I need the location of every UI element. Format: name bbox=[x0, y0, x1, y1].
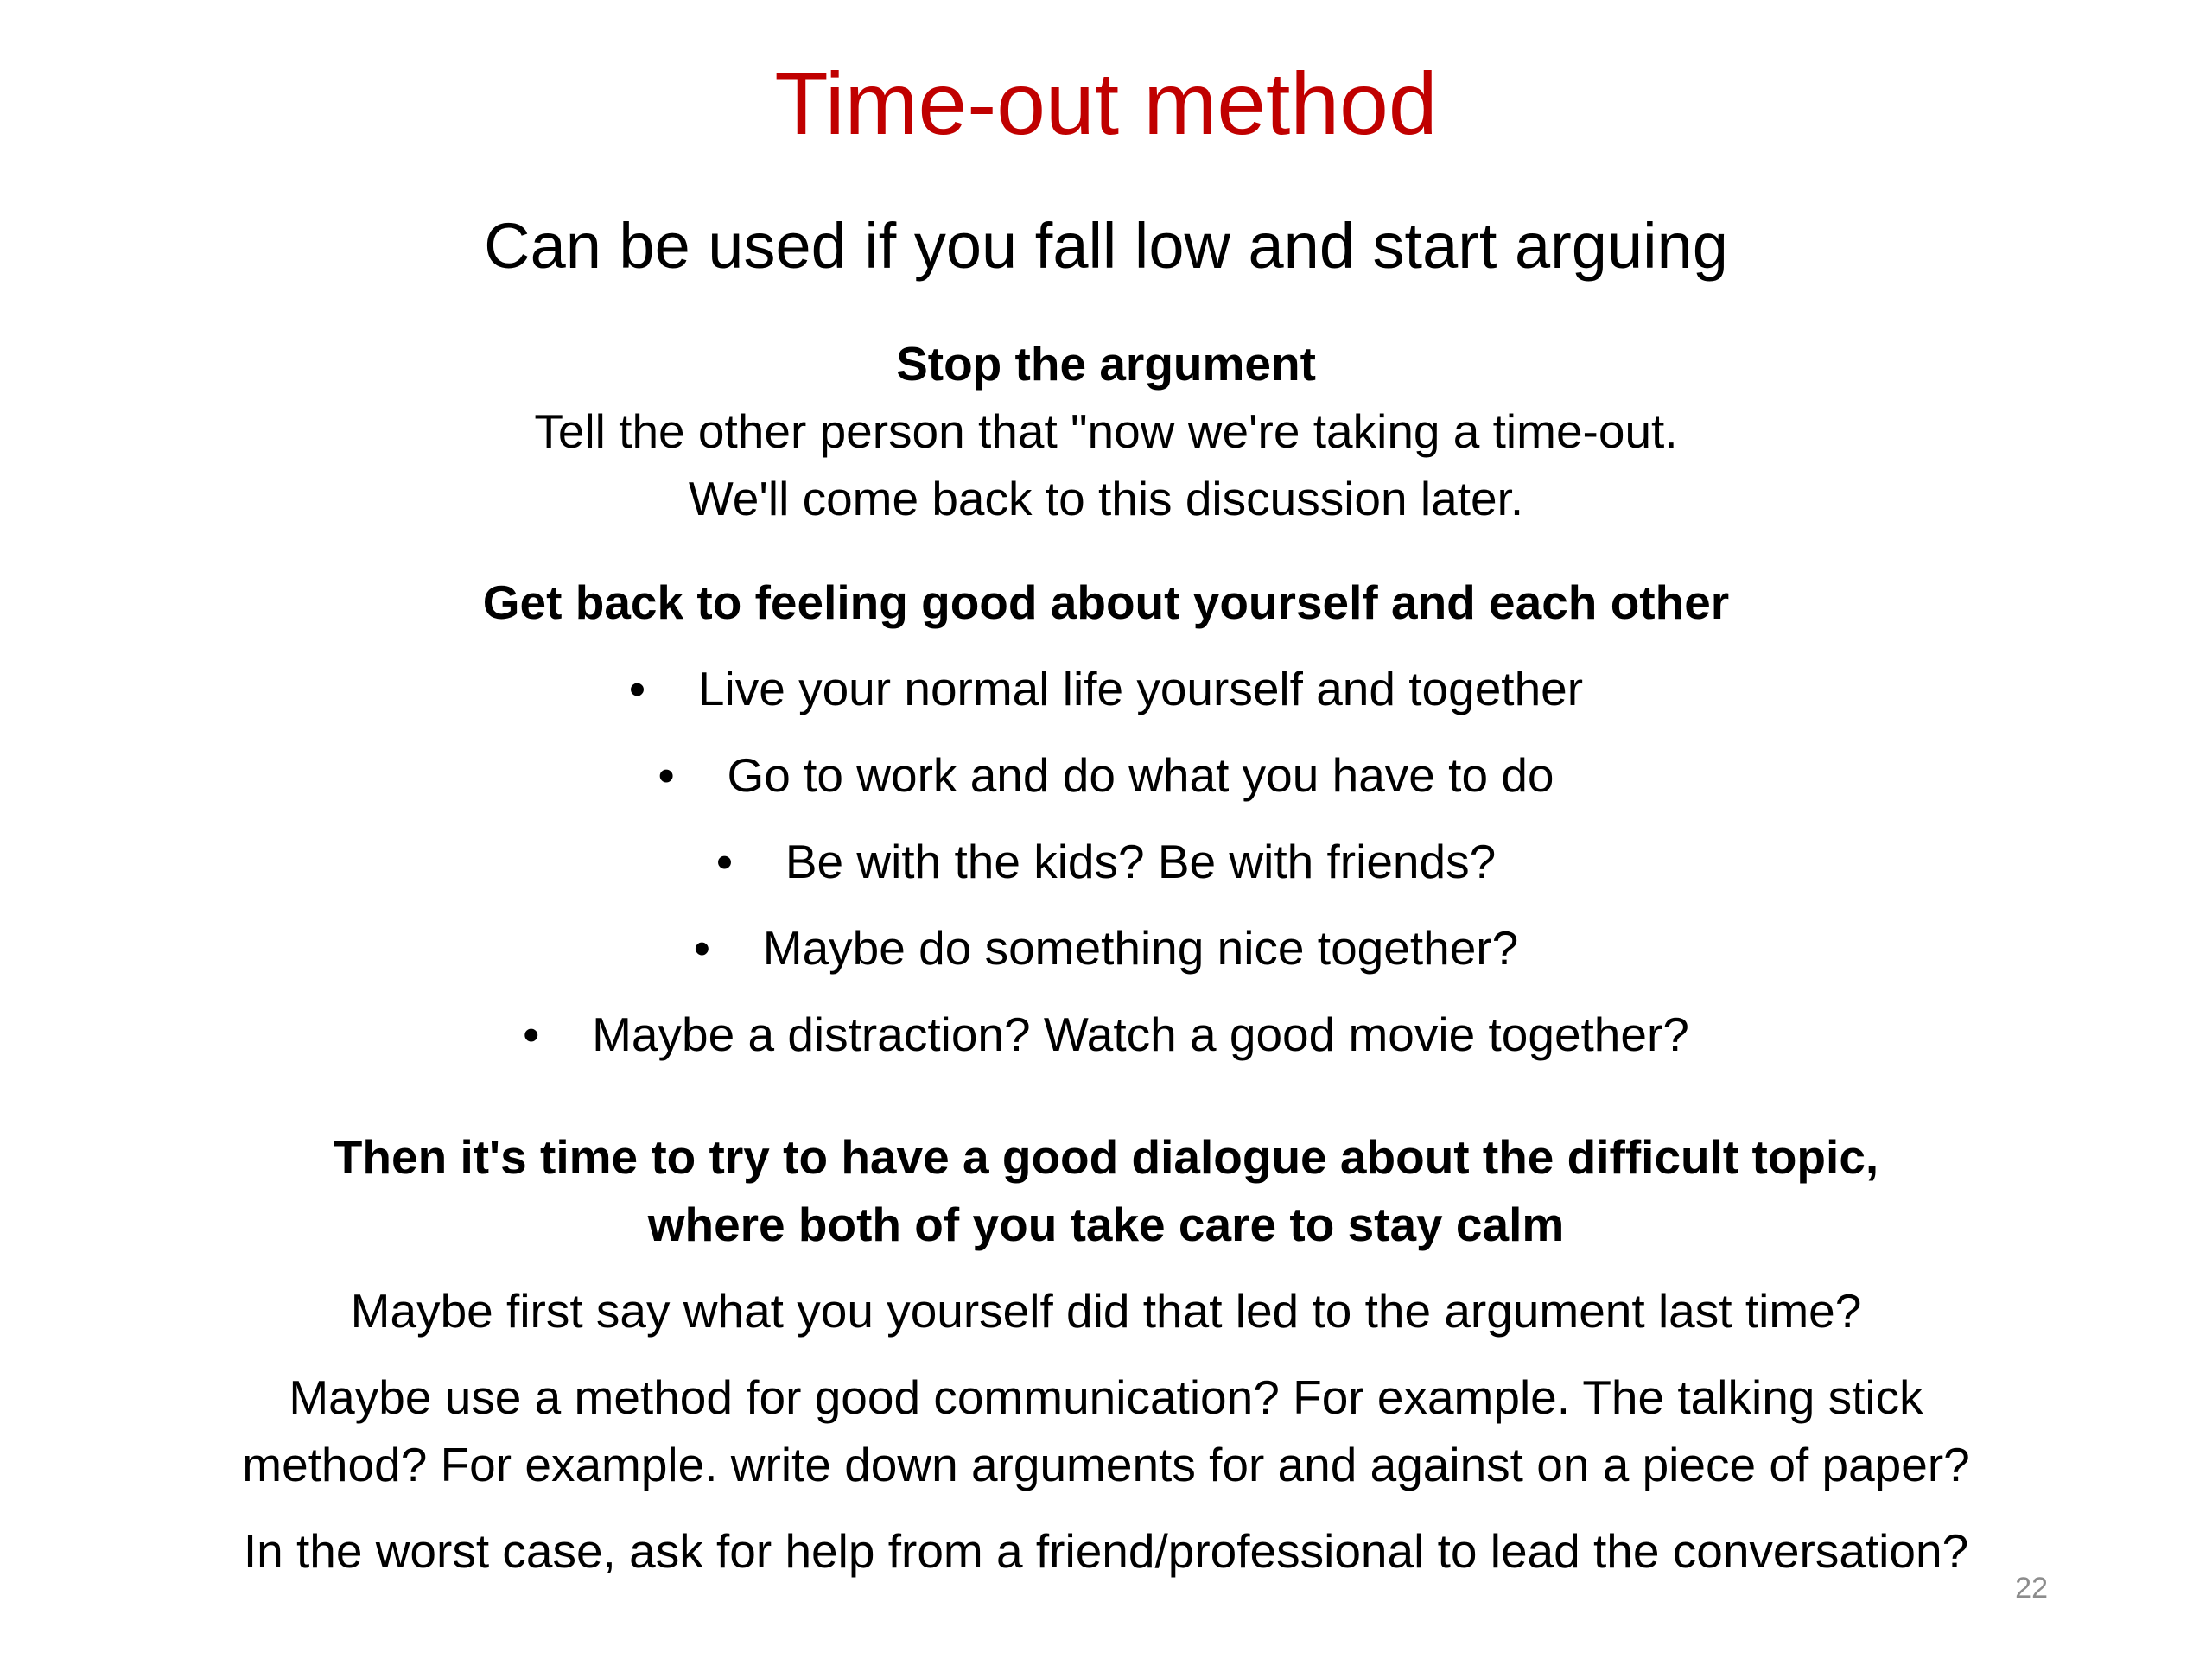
bullet-icon: • bbox=[628, 662, 646, 715]
section-heading-stop-argument: Stop the argument bbox=[896, 337, 1316, 391]
bullet-icon: • bbox=[693, 921, 711, 975]
section-heading-feel-good: Get back to feeling good about yourself and each other bbox=[482, 575, 1730, 629]
bullet-icon: • bbox=[523, 1007, 540, 1061]
list-item bbox=[0, 1001, 2212, 1068]
section-text-line: Tell the other person that "now we're taking a time-out. bbox=[534, 404, 1678, 458]
list-item-text: Maybe a distraction? Watch a good movie together? bbox=[592, 1007, 1689, 1061]
page-number: 22 bbox=[2015, 1572, 2048, 1605]
bullet-icon: • bbox=[658, 748, 675, 802]
section-text-line: method? For example. write down arguments for and against on a piece of paper? bbox=[242, 1438, 1970, 1491]
list-item bbox=[0, 655, 2212, 722]
slide-title: Time-out method bbox=[774, 54, 1438, 153]
list-item bbox=[0, 914, 2212, 982]
section-text-line: Maybe use a method for good communication? For example. The talking stick bbox=[289, 1370, 1923, 1424]
section-text-line: Maybe first say what you yourself did that led to the argument last time? bbox=[350, 1284, 1862, 1338]
list-item-text: Go to work and do what you have to do bbox=[727, 748, 1554, 802]
bullet-icon: • bbox=[715, 835, 734, 888]
list-item-text: Maybe do something nice together? bbox=[762, 921, 1519, 975]
list-item-text: Live your normal life yourself and together bbox=[697, 662, 1584, 715]
list-item bbox=[0, 741, 2212, 809]
section-text-line: In the worst case, ask for help from a friend/professional to lead the conversation? bbox=[243, 1524, 1969, 1578]
list-item bbox=[0, 828, 2212, 895]
list-item-text: Be with the kids? Be with friends? bbox=[785, 835, 1497, 888]
slide-subtitle: Can be used if you fall low and start arguing bbox=[484, 210, 1728, 282]
section-heading-dialogue-line2: where both of you take care to stay calm bbox=[647, 1198, 1565, 1251]
section-text-line: We'll come back to this discussion later. bbox=[688, 472, 1524, 525]
section-heading-dialogue: Then it's time to try to have a good dialogue about the difficult topic, bbox=[333, 1130, 1879, 1184]
